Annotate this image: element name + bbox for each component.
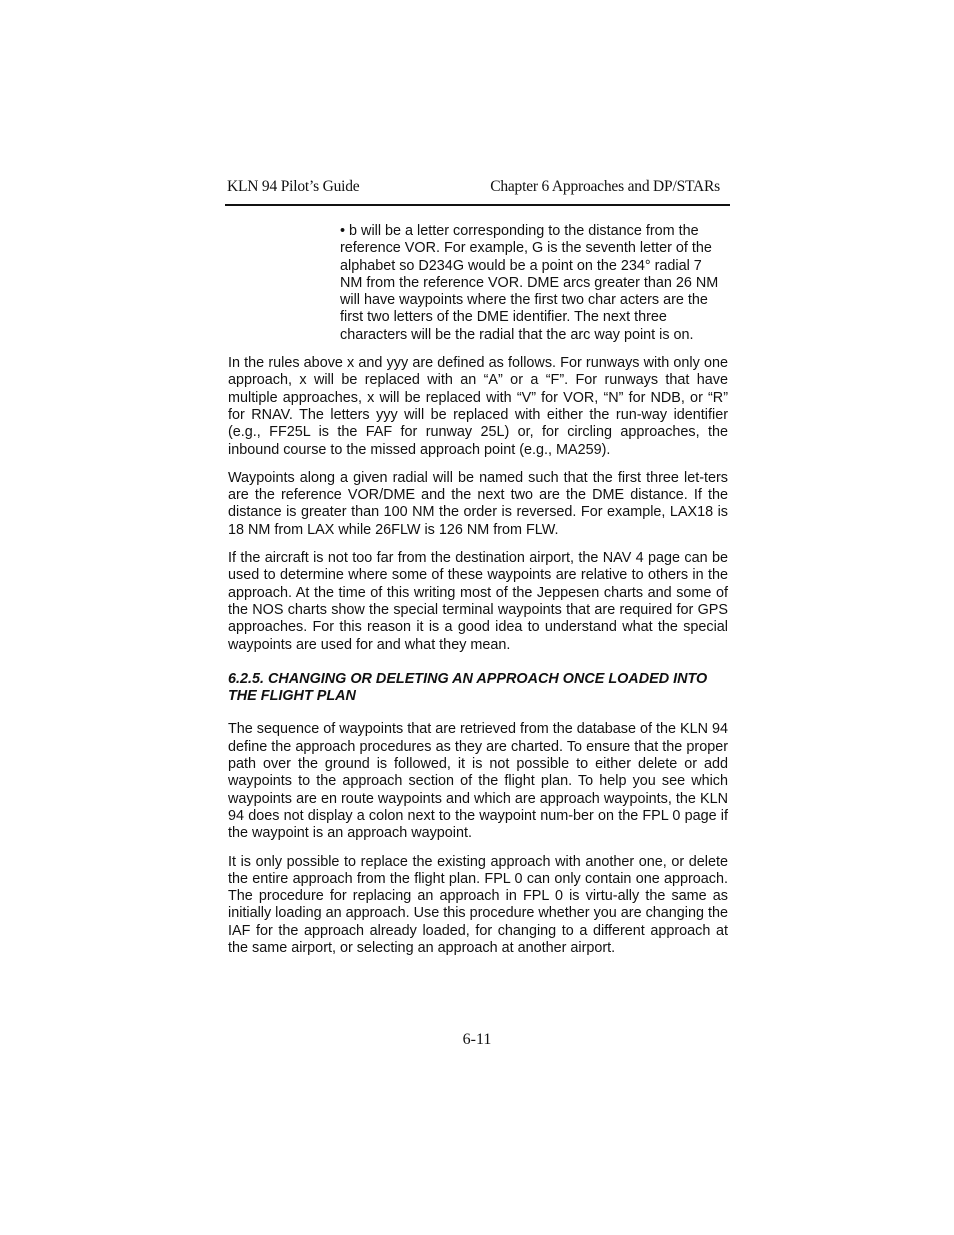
- page-body: [228, 221, 728, 968]
- bullet-item: [228, 223, 728, 344]
- section-heading: 6.2.5. CHANGING OR DELETING AN APPROACH ONCE LOADED INTO THE FLIGHT PLAN: [228, 670, 708, 705]
- bullet-marker: •: [340, 223, 346, 239]
- page-header: [225, 176, 730, 206]
- paragraph: Waypoints along a given radial will be named such that the first three let-ters are the reference VOR/DME and the next two are the DME distance. If the distance is greater than 100 NM the order is reversed. For example, LAX18 is 18 NM from LAX while 26FLW is 126 NM from FLW.: [228, 469, 728, 538]
- paragraph: In the rules above x and yyy are defined as follows. For runways with only one approach, x will be replaced with an “A” or a “F”. For runways that have multiple approaches, x will be replaced with “V” for VOR, “N” for NDB, or “R” for RNAV. The letters yyy will be replaced with either the run-way identifier (e.g., FF25L is the FAF for runway 25L) or, for circling approaches, the inbound course to the missed approach point (e.g., MA259).: [228, 355, 728, 458]
- page-number: 6-11: [462, 1031, 492, 1048]
- bullet-text-block: [340, 223, 725, 344]
- paragraph: If the aircraft is not too far from the destination airport, the NAV 4 page can be used to determine where some of these waypoints are relative to others in the approach. At the time of this writing most of the Jeppesen charts and some of the NOS charts show the special terminal waypoints that are required for GPS approaches. For this reason it is a good idea to understand what the special waypoints are used for and what they mean.: [228, 550, 728, 653]
- header-chapter-title: Chapter 6 Approaches and DP/STARs: [490, 178, 720, 195]
- bullet-text: b will be a letter corresponding to the distance from the reference VOR. For example, G is the seventh letter of the alphabet so D234G would be a point on the 234° radial 7 NM from the reference VOR. DME arcs greater than 26 NM will have waypoints where the first two char acters are the first two letters of the DME identifier. The next three characters will be the radial that the arc way point is on.: [340, 223, 719, 343]
- header-guide-title: KLN 94 Pilot’s Guide: [227, 178, 360, 195]
- paragraph: The sequence of waypoints that are retrieved from the database of the KLN 94 define the approach procedures as they are charted. To ensure that the proper path over the ground is followed, it is not possible to either delete or add waypoints to the approach section of the flight plan. To help you see which waypoints are en route waypoints and which are approach waypoints, the KLN 94 does not display a colon next to the waypoint num-ber on the FPL 0 page if the waypoint is an approach waypoint.: [228, 721, 728, 842]
- paragraph: It is only possible to replace the existing approach with another one, or delete the entire approach from the flight plan. FPL 0 can only contain one approach. The procedure for replacing an approach in FPL 0 is virtu-ally the same as initially loading an approach. Use this procedure whether you are changing the IAF for the approach already loaded, for changing to a different approach at the same airport, or selecting an approach at another airport.: [228, 853, 728, 956]
